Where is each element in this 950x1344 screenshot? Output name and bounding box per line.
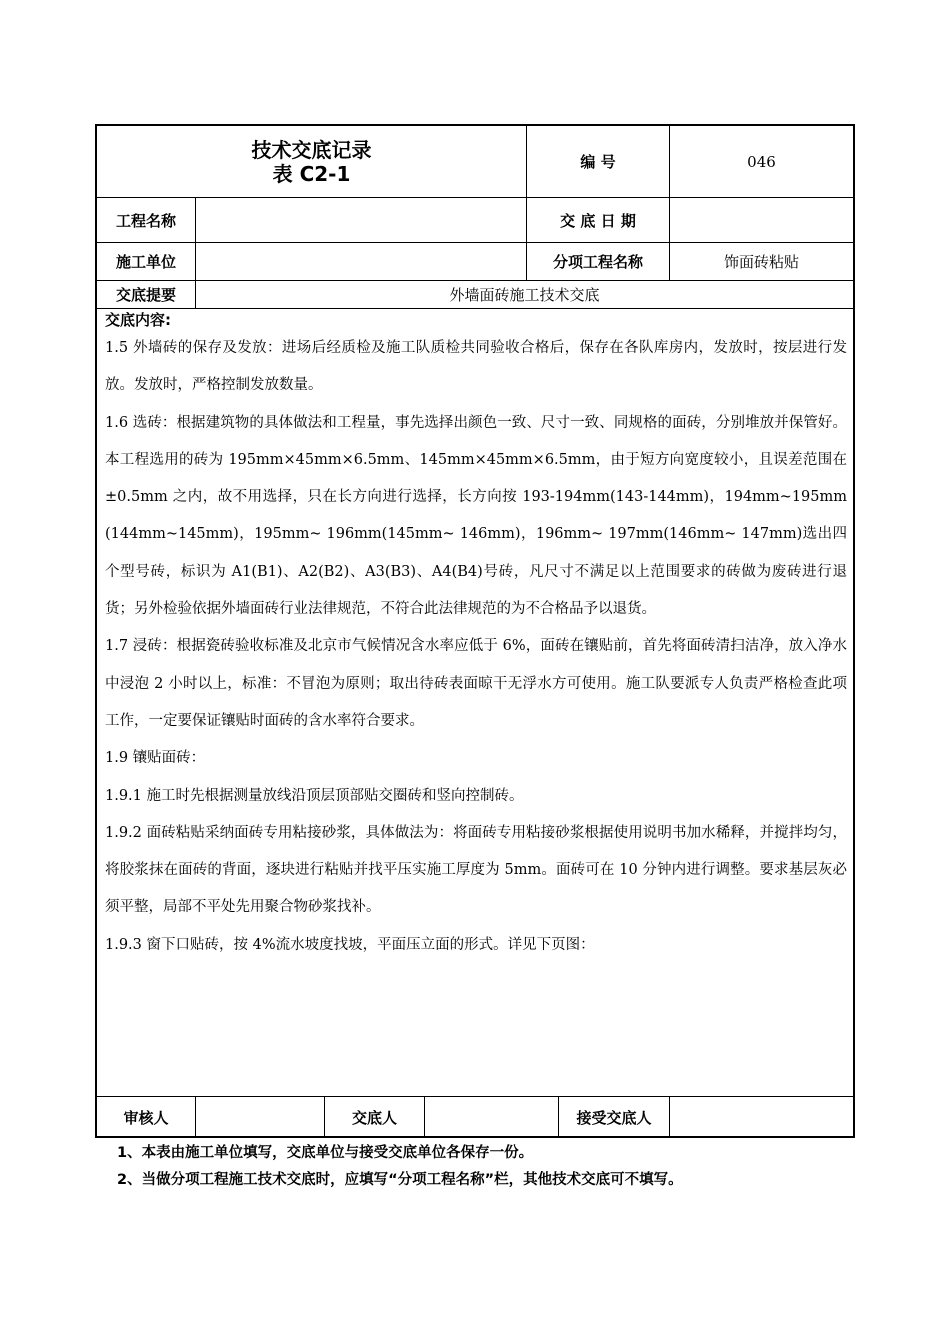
note-line: 1、本表由施工单位填写，交底单位与接受交底单位各保存一份。 bbox=[117, 1145, 534, 1161]
note-line: 2、当做分项工程施工技术交底时，应填写“分项工程名称”栏，其他技术交底可不填写。 bbox=[117, 1172, 683, 1188]
content-paragraph: 1.7 浸砖：根据瓷砖验收标准及北京市气候情况含水率应低于 6%，面砖在镶贴前，首先将面砖清扫洁净，放入净水中浸泡 2 小时以上，标准：不冒泡为原则；取出待砖表面晾干无浮水方可使用。施工队要派专人负责严格检查此项工作，一定要保证镶贴时面砖的含水率符合要求。 bbox=[105, 638, 847, 729]
disclosure-record-form bbox=[95, 124, 855, 1138]
date-label: 交 底 日 期 bbox=[560, 211, 636, 230]
receiver-label: 接受交底人 bbox=[576, 1109, 652, 1127]
summary-field[interactable]: 外墙面砖施工技术交底 bbox=[449, 286, 600, 304]
content-paragraph: 1.5 外墙砖的保存及发放：进场后经质检及施工队质检共同验收合格后，保存在各队库房内，发放时，按层进行发放。发放时，严格控制发放数量。 bbox=[105, 340, 847, 394]
content-paragraph: 1.9.1 施工时先根据测量放线沿顶层顶部贴交圈砖和竖向控制砖。 bbox=[105, 787, 524, 804]
disclosure-content bbox=[105, 310, 847, 964]
discloser-field[interactable] bbox=[425, 1097, 558, 1138]
content-paragraph: 1.9.3 窗下口贴砖，按 4%流水坡度找坡，平面压立面的形式。详见下页图： bbox=[105, 936, 595, 953]
content-paragraph: 1.6 选砖：根据建筑物的具体做法和工程量，事先选择出颜色一致、尺寸一致、同规格的面砖，分别堆放并保管好。本工程选用的砖为 195mm×45mm×6.5mm、145mm×45mm×6.5mm，由于短方向宽度较小，且误差范围在±0.5mm 之内，故不用选择，只在长方向进行选择，长方向按 193-194mm(143-144mm)，194mm~195mm(144mm~145mm)，195mm~ 196mm(145mm~ 146mm)，196mm~ 197mm(146mm~ 147mm)选出四个型号砖，标识为 A1(B1)、A2(B2)、A3(B3)、A4(B4)号砖，凡尺寸不满足以上范围要求的砖做为废砖进行退货；另外检验依据外墙面砖行业法律规范，不符合此法律规范的为不合格品予以退货。 bbox=[105, 414, 847, 618]
construction-unit-label: 施工单位 bbox=[115, 253, 176, 271]
construction-unit-field[interactable] bbox=[196, 243, 526, 280]
number-value[interactable]: 046 bbox=[747, 152, 776, 171]
content-label: 交底内容: bbox=[105, 311, 171, 329]
title-cell bbox=[97, 126, 526, 197]
form-subtitle: 表 C2-1 bbox=[272, 161, 351, 186]
summary-label: 交底提要 bbox=[115, 286, 176, 304]
reviewer-label: 审核人 bbox=[123, 1109, 169, 1127]
project-name-label: 工程名称 bbox=[115, 211, 176, 230]
subproject-name-field[interactable]: 饰面砖粘贴 bbox=[723, 253, 799, 271]
date-field[interactable] bbox=[670, 198, 853, 242]
number-label: 编 号 bbox=[580, 153, 616, 171]
row-divider bbox=[97, 308, 853, 309]
receiver-field[interactable] bbox=[670, 1097, 853, 1138]
content-paragraph: 1.9 镶贴面砖： bbox=[105, 750, 206, 767]
subproject-name-label: 分项工程名称 bbox=[552, 253, 643, 271]
discloser-label: 交底人 bbox=[351, 1109, 397, 1127]
form-title: 技术交底记录 bbox=[251, 137, 372, 162]
reviewer-field[interactable] bbox=[196, 1097, 324, 1138]
form-notes bbox=[117, 1140, 683, 1194]
project-name-field[interactable] bbox=[196, 198, 526, 242]
content-paragraph: 1.9.2 面砖粘贴采纳面砖专用粘接砂浆，具体做法为：将面砖专用粘接砂浆根据使用说明书加水稀释，并搅拌均匀，将胶浆抹在面砖的背面，逐块进行粘贴并找平压实施工厚度为 5mm。面砖可在 10 分钟内进行调整。要求基层灰必须平整，局部不平处先用聚合物砂浆找补。 bbox=[105, 824, 847, 916]
